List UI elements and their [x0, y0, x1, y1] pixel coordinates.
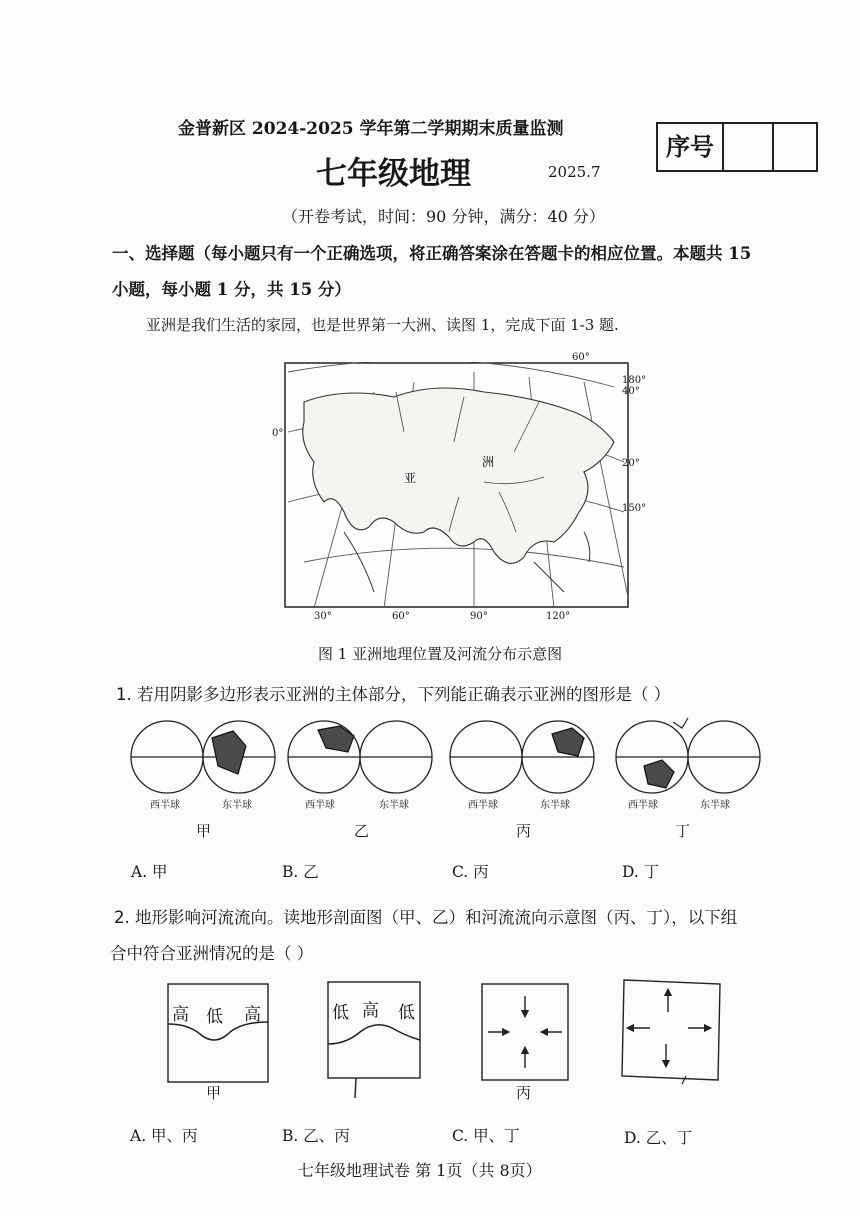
- diagram-label-bing: 丙: [516, 822, 532, 840]
- exam-subtitle: 金普新区 2024-2025 学年第二学期期末质量监测: [178, 119, 564, 139]
- hemisphere-diagram-yi: [288, 721, 432, 793]
- label-lon-60: 60°: [392, 611, 410, 622]
- section-heading-line1: 一、选择题（每小题只有一个正确选项，将正确答案涂在答题卡的相应位置。本题共 15: [112, 244, 752, 263]
- asia-shape: [552, 728, 584, 756]
- label-lat-60: 60°: [572, 352, 590, 363]
- question-2-text-line2: 合中符合亚洲情况的是（ ）: [110, 944, 314, 963]
- asia-map-figure: [284, 362, 629, 608]
- hemisphere-label-east: 东半球: [379, 800, 409, 811]
- page-footer: 七年级地理试卷 第 1页（共 8页）: [298, 1161, 542, 1180]
- river-flow-bing: [480, 982, 570, 1082]
- question-2-text-line1: 2. 地形影响河流流向。读地形剖面图（甲、乙）和河流流向示意图（丙、丁），以下组: [114, 908, 738, 927]
- sequence-number-box: [656, 122, 818, 172]
- hemisphere-label-east: 东半球: [700, 800, 730, 811]
- diagram-label-jia: 甲: [196, 822, 212, 840]
- q2-option-d[interactable]: D. 乙、丁: [624, 1129, 693, 1147]
- hemisphere-diagram-jia: [131, 721, 275, 793]
- hemisphere-diagram-bing: [450, 721, 594, 793]
- exam-info: （开卷考试，时间：90 分钟，满分：40 分）: [282, 207, 605, 226]
- diagram-label-yi: 乙: [354, 822, 370, 840]
- q1-option-c[interactable]: C. 丙: [452, 863, 489, 881]
- hemisphere-label-east: 东半球: [222, 800, 252, 811]
- section-heading-line2: 小题，每小题 1 分，共 15 分）: [112, 280, 351, 299]
- label-lon-180: 180°: [622, 375, 647, 386]
- label-lat-40: 40°: [622, 386, 640, 397]
- label-lon-30: 30°: [314, 611, 332, 622]
- hemisphere-label-west: 西半球: [628, 800, 658, 811]
- q2-option-a[interactable]: A. 甲、丙: [130, 1127, 198, 1145]
- sequence-label: 序号: [658, 124, 724, 170]
- profile-yi-label-3: 低: [398, 1003, 415, 1023]
- exam-title: 七年级地理: [316, 156, 471, 192]
- asia-shape: [644, 760, 674, 788]
- hemisphere-diagrams: [126, 716, 766, 806]
- q1-option-a[interactable]: A. 甲: [131, 863, 168, 881]
- map-label-zhou: 洲: [482, 455, 495, 469]
- passage-intro: 亚洲是我们生活的家园，也是世界第一大洲、读图 1，完成下面 1-3 题.: [146, 316, 619, 334]
- hemisphere-label-west: 西半球: [468, 800, 498, 811]
- exam-date: 2025.7: [548, 163, 601, 181]
- hemisphere-diagram-ding: [616, 718, 760, 793]
- hemisphere-label-west: 西半球: [305, 800, 335, 811]
- profile-jia-label-1: 高: [172, 1005, 189, 1025]
- sequence-divider: [772, 124, 774, 170]
- profile-jia-label-2: 低: [206, 1007, 223, 1027]
- label-lon-150: 150°: [622, 503, 647, 514]
- label-lon-90: 90°: [470, 611, 488, 622]
- terrain-profile-jia: [166, 982, 270, 1084]
- flow-label-bing: 丙: [516, 1084, 532, 1102]
- label-lon-120: 120°: [546, 611, 571, 622]
- q1-option-d[interactable]: D. 丁: [622, 863, 660, 881]
- q1-option-b[interactable]: B. 乙: [282, 863, 319, 881]
- figure1-caption: 图 1 亚洲地理位置及河流分布示意图: [318, 645, 563, 663]
- q2-option-b[interactable]: B. 乙、丙: [282, 1127, 350, 1145]
- profile-label-jia: 甲: [206, 1084, 222, 1102]
- q2-option-c[interactable]: C. 甲、丁: [452, 1127, 520, 1145]
- profile-jia-label-3: 高: [244, 1005, 261, 1025]
- map-label-ya: 亚: [404, 471, 417, 485]
- question-1-text: 1. 若用阴影多边形表示亚洲的主体部分，下列能正确表示亚洲的图形是（ ）: [116, 685, 671, 704]
- diagram-label-ding: 丁: [675, 822, 691, 840]
- label-lat-20: 20°: [622, 458, 640, 469]
- profile-yi-label-1: 低: [332, 1003, 349, 1023]
- hemisphere-label-west: 西半球: [150, 800, 180, 811]
- asia-shape: [212, 731, 246, 774]
- terrain-line: [328, 1025, 420, 1044]
- profile-yi-label-2: 高: [362, 1001, 379, 1021]
- label-lon-0: 0°: [272, 428, 284, 439]
- hemisphere-label-east: 东半球: [540, 800, 570, 811]
- river-flow-ding: [620, 976, 724, 1094]
